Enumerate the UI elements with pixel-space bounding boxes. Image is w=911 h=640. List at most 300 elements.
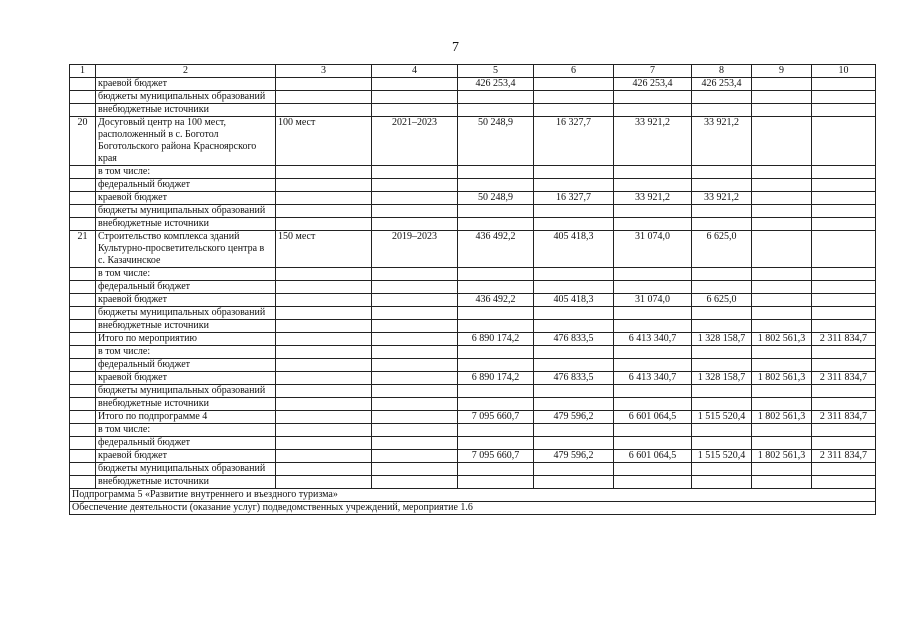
table-cell: [458, 385, 534, 398]
table-cell: [692, 281, 752, 294]
table-cell: [276, 179, 372, 192]
table-cell: [614, 320, 692, 333]
table-cell: [372, 346, 458, 359]
table-cell: [534, 307, 614, 320]
table-cell: [372, 450, 458, 463]
table-cell: [276, 372, 372, 385]
table-row: [70, 476, 876, 489]
table-cell: [812, 78, 876, 91]
table-cell: [276, 205, 372, 218]
table-cell: [70, 307, 96, 320]
table-cell: [812, 281, 876, 294]
table-cell: в том числе:: [96, 346, 276, 359]
table-cell: [812, 385, 876, 398]
table-cell: 479 596,2: [534, 450, 614, 463]
table-cell: [70, 192, 96, 205]
header-cell: 6: [534, 65, 614, 78]
table-row: [70, 424, 876, 437]
table-cell: 1 328 158,7: [692, 333, 752, 346]
table-cell: внебюджетные источники: [96, 104, 276, 117]
table-cell: 21: [70, 231, 96, 268]
table-cell: [614, 424, 692, 437]
table-cell: 1 515 520,4: [692, 450, 752, 463]
table-row: [70, 359, 876, 372]
table-cell: [534, 437, 614, 450]
table-cell: [752, 281, 812, 294]
table-cell: 6 890 174,2: [458, 372, 534, 385]
table-cell: в том числе:: [96, 424, 276, 437]
table-cell: [614, 218, 692, 231]
table-cell: 2021–2023: [372, 117, 458, 166]
table-cell: [692, 320, 752, 333]
table-cell: [70, 294, 96, 307]
table-cell: [812, 463, 876, 476]
table-cell: [276, 78, 372, 91]
table-cell: [692, 179, 752, 192]
table-cell: [70, 424, 96, 437]
table-cell: [372, 179, 458, 192]
table-cell: [276, 463, 372, 476]
table-cell: 150 мест: [276, 231, 372, 268]
table-cell: [614, 463, 692, 476]
table-cell: [458, 91, 534, 104]
table-cell: [458, 359, 534, 372]
table-cell: [458, 398, 534, 411]
table-cell: [752, 205, 812, 218]
table-cell: [692, 268, 752, 281]
table-cell: [692, 463, 752, 476]
table-cell: [752, 231, 812, 268]
table-cell: внебюджетные источники: [96, 476, 276, 489]
header-cell: 4: [372, 65, 458, 78]
table-cell: [276, 166, 372, 179]
table-row: [70, 437, 876, 450]
table-cell: бюджеты муниципальных образований: [96, 205, 276, 218]
table-cell: [692, 307, 752, 320]
table-cell: [614, 91, 692, 104]
table-cell: [812, 359, 876, 372]
table-cell: [752, 218, 812, 231]
table-cell: [692, 166, 752, 179]
table-cell: [372, 333, 458, 346]
table-cell: [692, 424, 752, 437]
table-cell: [276, 281, 372, 294]
table-cell: [812, 218, 876, 231]
table-cell: 2 311 834,7: [812, 450, 876, 463]
table-cell: [692, 218, 752, 231]
table-cell: [276, 359, 372, 372]
table-cell: краевой бюджет: [96, 192, 276, 205]
table-cell: [614, 166, 692, 179]
table-cell: [458, 268, 534, 281]
table-cell: [752, 166, 812, 179]
table-row: [70, 179, 876, 192]
table-cell: [372, 104, 458, 117]
table-cell: [70, 385, 96, 398]
table-cell: федеральный бюджет: [96, 281, 276, 294]
table-cell: [692, 398, 752, 411]
table-cell: федеральный бюджет: [96, 179, 276, 192]
table-cell: внебюджетные источники: [96, 398, 276, 411]
table-cell: [812, 117, 876, 166]
table-cell: 426 253,4: [692, 78, 752, 91]
table-cell: [276, 385, 372, 398]
table-row: [70, 307, 876, 320]
table-cell: [70, 281, 96, 294]
table-cell: [692, 359, 752, 372]
table-row: [70, 166, 876, 179]
table-cell: бюджеты муниципальных образований: [96, 91, 276, 104]
table-cell: [276, 437, 372, 450]
table-cell: [458, 104, 534, 117]
table-cell: [752, 104, 812, 117]
table-cell: [276, 411, 372, 424]
table-cell: 426 253,4: [458, 78, 534, 91]
table-row: [70, 205, 876, 218]
table-cell: [458, 320, 534, 333]
table-cell: [372, 437, 458, 450]
header-cell: 8: [692, 65, 752, 78]
table-cell: [372, 476, 458, 489]
table-cell: [70, 476, 96, 489]
table-cell: 1 802 561,3: [752, 333, 812, 346]
table-cell: [534, 268, 614, 281]
table-cell: Досуговый центр на 100 мест, расположенный в с. Боготол Боготольского района Красноярского края: [96, 117, 276, 166]
table-cell: [372, 205, 458, 218]
table-cell: [534, 359, 614, 372]
table-cell: [534, 91, 614, 104]
table-cell: [692, 437, 752, 450]
table-cell: [614, 307, 692, 320]
table-cell: федеральный бюджет: [96, 359, 276, 372]
table-cell: [692, 385, 752, 398]
table-cell: [752, 476, 812, 489]
table-cell: [372, 218, 458, 231]
table-cell: внебюджетные источники: [96, 218, 276, 231]
table-cell: [276, 91, 372, 104]
table-cell: [372, 424, 458, 437]
table-cell: [614, 385, 692, 398]
table-cell: 426 253,4: [614, 78, 692, 91]
page-number: 7: [452, 40, 459, 55]
table-cell: [458, 166, 534, 179]
table-cell: [70, 205, 96, 218]
table-cell: [752, 192, 812, 205]
table-cell: [614, 359, 692, 372]
table-cell: бюджеты муниципальных образований: [96, 307, 276, 320]
table-row: [70, 411, 876, 424]
section-title: Подпрограмма 5 «Развитие внутреннего и въездного туризма»: [70, 489, 876, 502]
table-cell: Итого по мероприятию: [96, 333, 276, 346]
table-cell: [752, 268, 812, 281]
table-row: [70, 333, 876, 346]
table-cell: [276, 192, 372, 205]
table-cell: [752, 385, 812, 398]
table-cell: [812, 476, 876, 489]
header-cell: 7: [614, 65, 692, 78]
table-cell: 31 074,0: [614, 231, 692, 268]
table-cell: внебюджетные источники: [96, 320, 276, 333]
table-cell: [752, 78, 812, 91]
table-cell: [372, 398, 458, 411]
table-cell: [692, 205, 752, 218]
table-cell: [70, 104, 96, 117]
table-cell: [752, 294, 812, 307]
table-cell: [70, 372, 96, 385]
table-cell: 6 413 340,7: [614, 372, 692, 385]
table-cell: [70, 359, 96, 372]
table-row: [70, 192, 876, 205]
table-cell: 6 625,0: [692, 231, 752, 268]
table-row: [70, 320, 876, 333]
table-cell: [534, 476, 614, 489]
table-cell: [812, 346, 876, 359]
table-cell: [692, 104, 752, 117]
table-cell: [276, 476, 372, 489]
table-cell: [812, 437, 876, 450]
table-cell: [614, 179, 692, 192]
table-cell: [70, 437, 96, 450]
table-cell: [70, 398, 96, 411]
table-cell: [534, 205, 614, 218]
table-cell: [276, 218, 372, 231]
table-cell: [70, 78, 96, 91]
table-cell: [534, 424, 614, 437]
table-cell: 436 492,2: [458, 294, 534, 307]
table-cell: бюджеты муниципальных образований: [96, 385, 276, 398]
table-row: [70, 450, 876, 463]
table-cell: 405 418,3: [534, 294, 614, 307]
table-cell: [70, 218, 96, 231]
table-cell: [812, 179, 876, 192]
table-cell: 6 625,0: [692, 294, 752, 307]
table-cell: [614, 437, 692, 450]
table-cell: [458, 463, 534, 476]
table-cell: [534, 346, 614, 359]
table-cell: [614, 205, 692, 218]
table-cell: [534, 104, 614, 117]
table-row: [70, 104, 876, 117]
budget-table: [69, 64, 876, 515]
table-cell: [70, 411, 96, 424]
table-cell: 16 327,7: [534, 192, 614, 205]
table-cell: 7 095 660,7: [458, 450, 534, 463]
table-cell: [372, 268, 458, 281]
table-cell: [534, 179, 614, 192]
table-cell: 2 311 834,7: [812, 411, 876, 424]
table-cell: 6 890 174,2: [458, 333, 534, 346]
table-cell: [534, 385, 614, 398]
header-cell: 10: [812, 65, 876, 78]
table-cell: краевой бюджет: [96, 294, 276, 307]
header-cell: 9: [752, 65, 812, 78]
table-cell: 6 413 340,7: [614, 333, 692, 346]
table-cell: 31 074,0: [614, 294, 692, 307]
table-cell: [70, 450, 96, 463]
table-cell: [70, 91, 96, 104]
table-cell: [614, 476, 692, 489]
table-row: [70, 78, 876, 91]
table-cell: [372, 307, 458, 320]
table-cell: 1 802 561,3: [752, 372, 812, 385]
table-body: [70, 65, 876, 515]
table-cell: 6 601 064,5: [614, 450, 692, 463]
table-cell: [534, 78, 614, 91]
table-cell: 50 248,9: [458, 117, 534, 166]
table-cell: [372, 372, 458, 385]
table-cell: [276, 104, 372, 117]
table-cell: 405 418,3: [534, 231, 614, 268]
table-cell: [458, 179, 534, 192]
table-cell: [812, 424, 876, 437]
table-cell: в том числе:: [96, 166, 276, 179]
table-cell: Итого по подпрограмме 4: [96, 411, 276, 424]
table-cell: [534, 281, 614, 294]
table-cell: [372, 359, 458, 372]
table-cell: [614, 398, 692, 411]
table-row: [70, 463, 876, 476]
table-cell: 1 802 561,3: [752, 450, 812, 463]
table-cell: [812, 205, 876, 218]
header-cell: 2: [96, 65, 276, 78]
table-cell: [812, 307, 876, 320]
table-cell: [372, 91, 458, 104]
table-cell: [276, 424, 372, 437]
table-cell: краевой бюджет: [96, 450, 276, 463]
section-row: [70, 502, 876, 515]
table-cell: [614, 346, 692, 359]
table-cell: [534, 398, 614, 411]
table-cell: 476 833,5: [534, 333, 614, 346]
table-cell: [534, 166, 614, 179]
table-cell: 2 311 834,7: [812, 333, 876, 346]
table-cell: [458, 437, 534, 450]
table-cell: 33 921,2: [614, 117, 692, 166]
table-cell: [812, 231, 876, 268]
table-cell: [372, 166, 458, 179]
table-row: [70, 231, 876, 268]
table-cell: [812, 398, 876, 411]
table-cell: [276, 450, 372, 463]
table-cell: [372, 320, 458, 333]
table-cell: [752, 463, 812, 476]
table-cell: [276, 268, 372, 281]
table-cell: [70, 463, 96, 476]
table-cell: [752, 398, 812, 411]
table-cell: [372, 411, 458, 424]
table-cell: [752, 307, 812, 320]
table-cell: [70, 179, 96, 192]
table-row: [70, 281, 876, 294]
table-cell: 7 095 660,7: [458, 411, 534, 424]
table-cell: [70, 166, 96, 179]
table-row: [70, 294, 876, 307]
table-cell: [752, 346, 812, 359]
table-cell: [812, 91, 876, 104]
table-cell: [752, 320, 812, 333]
table-cell: [534, 463, 614, 476]
table-cell: [458, 205, 534, 218]
table-cell: [614, 104, 692, 117]
header-row: [70, 65, 876, 78]
table-cell: [752, 424, 812, 437]
table-cell: 33 921,2: [692, 192, 752, 205]
table-cell: [752, 91, 812, 104]
table-cell: 476 833,5: [534, 372, 614, 385]
table-cell: [372, 294, 458, 307]
table-cell: [812, 294, 876, 307]
table-cell: [812, 166, 876, 179]
table-cell: [752, 179, 812, 192]
table-row: [70, 91, 876, 104]
section-row: [70, 489, 876, 502]
table-row: [70, 218, 876, 231]
table-cell: [692, 346, 752, 359]
table-row: [70, 346, 876, 359]
table-cell: [812, 192, 876, 205]
table-cell: краевой бюджет: [96, 78, 276, 91]
table-cell: 1 515 520,4: [692, 411, 752, 424]
table-cell: [458, 218, 534, 231]
table-cell: 100 мест: [276, 117, 372, 166]
table-cell: бюджеты муниципальных образований: [96, 463, 276, 476]
table-cell: [458, 476, 534, 489]
table-cell: [276, 333, 372, 346]
table-cell: [812, 268, 876, 281]
table-cell: [372, 78, 458, 91]
table-cell: [534, 218, 614, 231]
table-cell: [70, 346, 96, 359]
table-cell: [276, 346, 372, 359]
table-cell: [372, 192, 458, 205]
table-cell: 1 802 561,3: [752, 411, 812, 424]
table-cell: [692, 91, 752, 104]
table-cell: [614, 268, 692, 281]
table-cell: [752, 359, 812, 372]
table-cell: [70, 320, 96, 333]
header-cell: 3: [276, 65, 372, 78]
table-row: [70, 398, 876, 411]
table-cell: [276, 294, 372, 307]
table-cell: 20: [70, 117, 96, 166]
table-cell: 1 328 158,7: [692, 372, 752, 385]
table-cell: 436 492,2: [458, 231, 534, 268]
table-cell: в том числе:: [96, 268, 276, 281]
table-cell: [276, 398, 372, 411]
table-cell: федеральный бюджет: [96, 437, 276, 450]
table-cell: [812, 320, 876, 333]
table-cell: [812, 104, 876, 117]
table-cell: 33 921,2: [614, 192, 692, 205]
table-cell: [276, 307, 372, 320]
table-cell: [458, 281, 534, 294]
table-cell: [70, 268, 96, 281]
table-cell: [372, 385, 458, 398]
table-cell: 6 601 064,5: [614, 411, 692, 424]
table-cell: [534, 320, 614, 333]
table-cell: [276, 320, 372, 333]
table-cell: [692, 476, 752, 489]
table-cell: [372, 463, 458, 476]
table-row: [70, 117, 876, 166]
table-cell: [752, 117, 812, 166]
table-cell: [458, 424, 534, 437]
table-cell: [70, 333, 96, 346]
table-cell: [614, 281, 692, 294]
section-title: Обеспечение деятельности (оказание услуг) подведомственных учреждений, мероприятие 1.6: [70, 502, 876, 515]
table-cell: 479 596,2: [534, 411, 614, 424]
table-row: [70, 385, 876, 398]
